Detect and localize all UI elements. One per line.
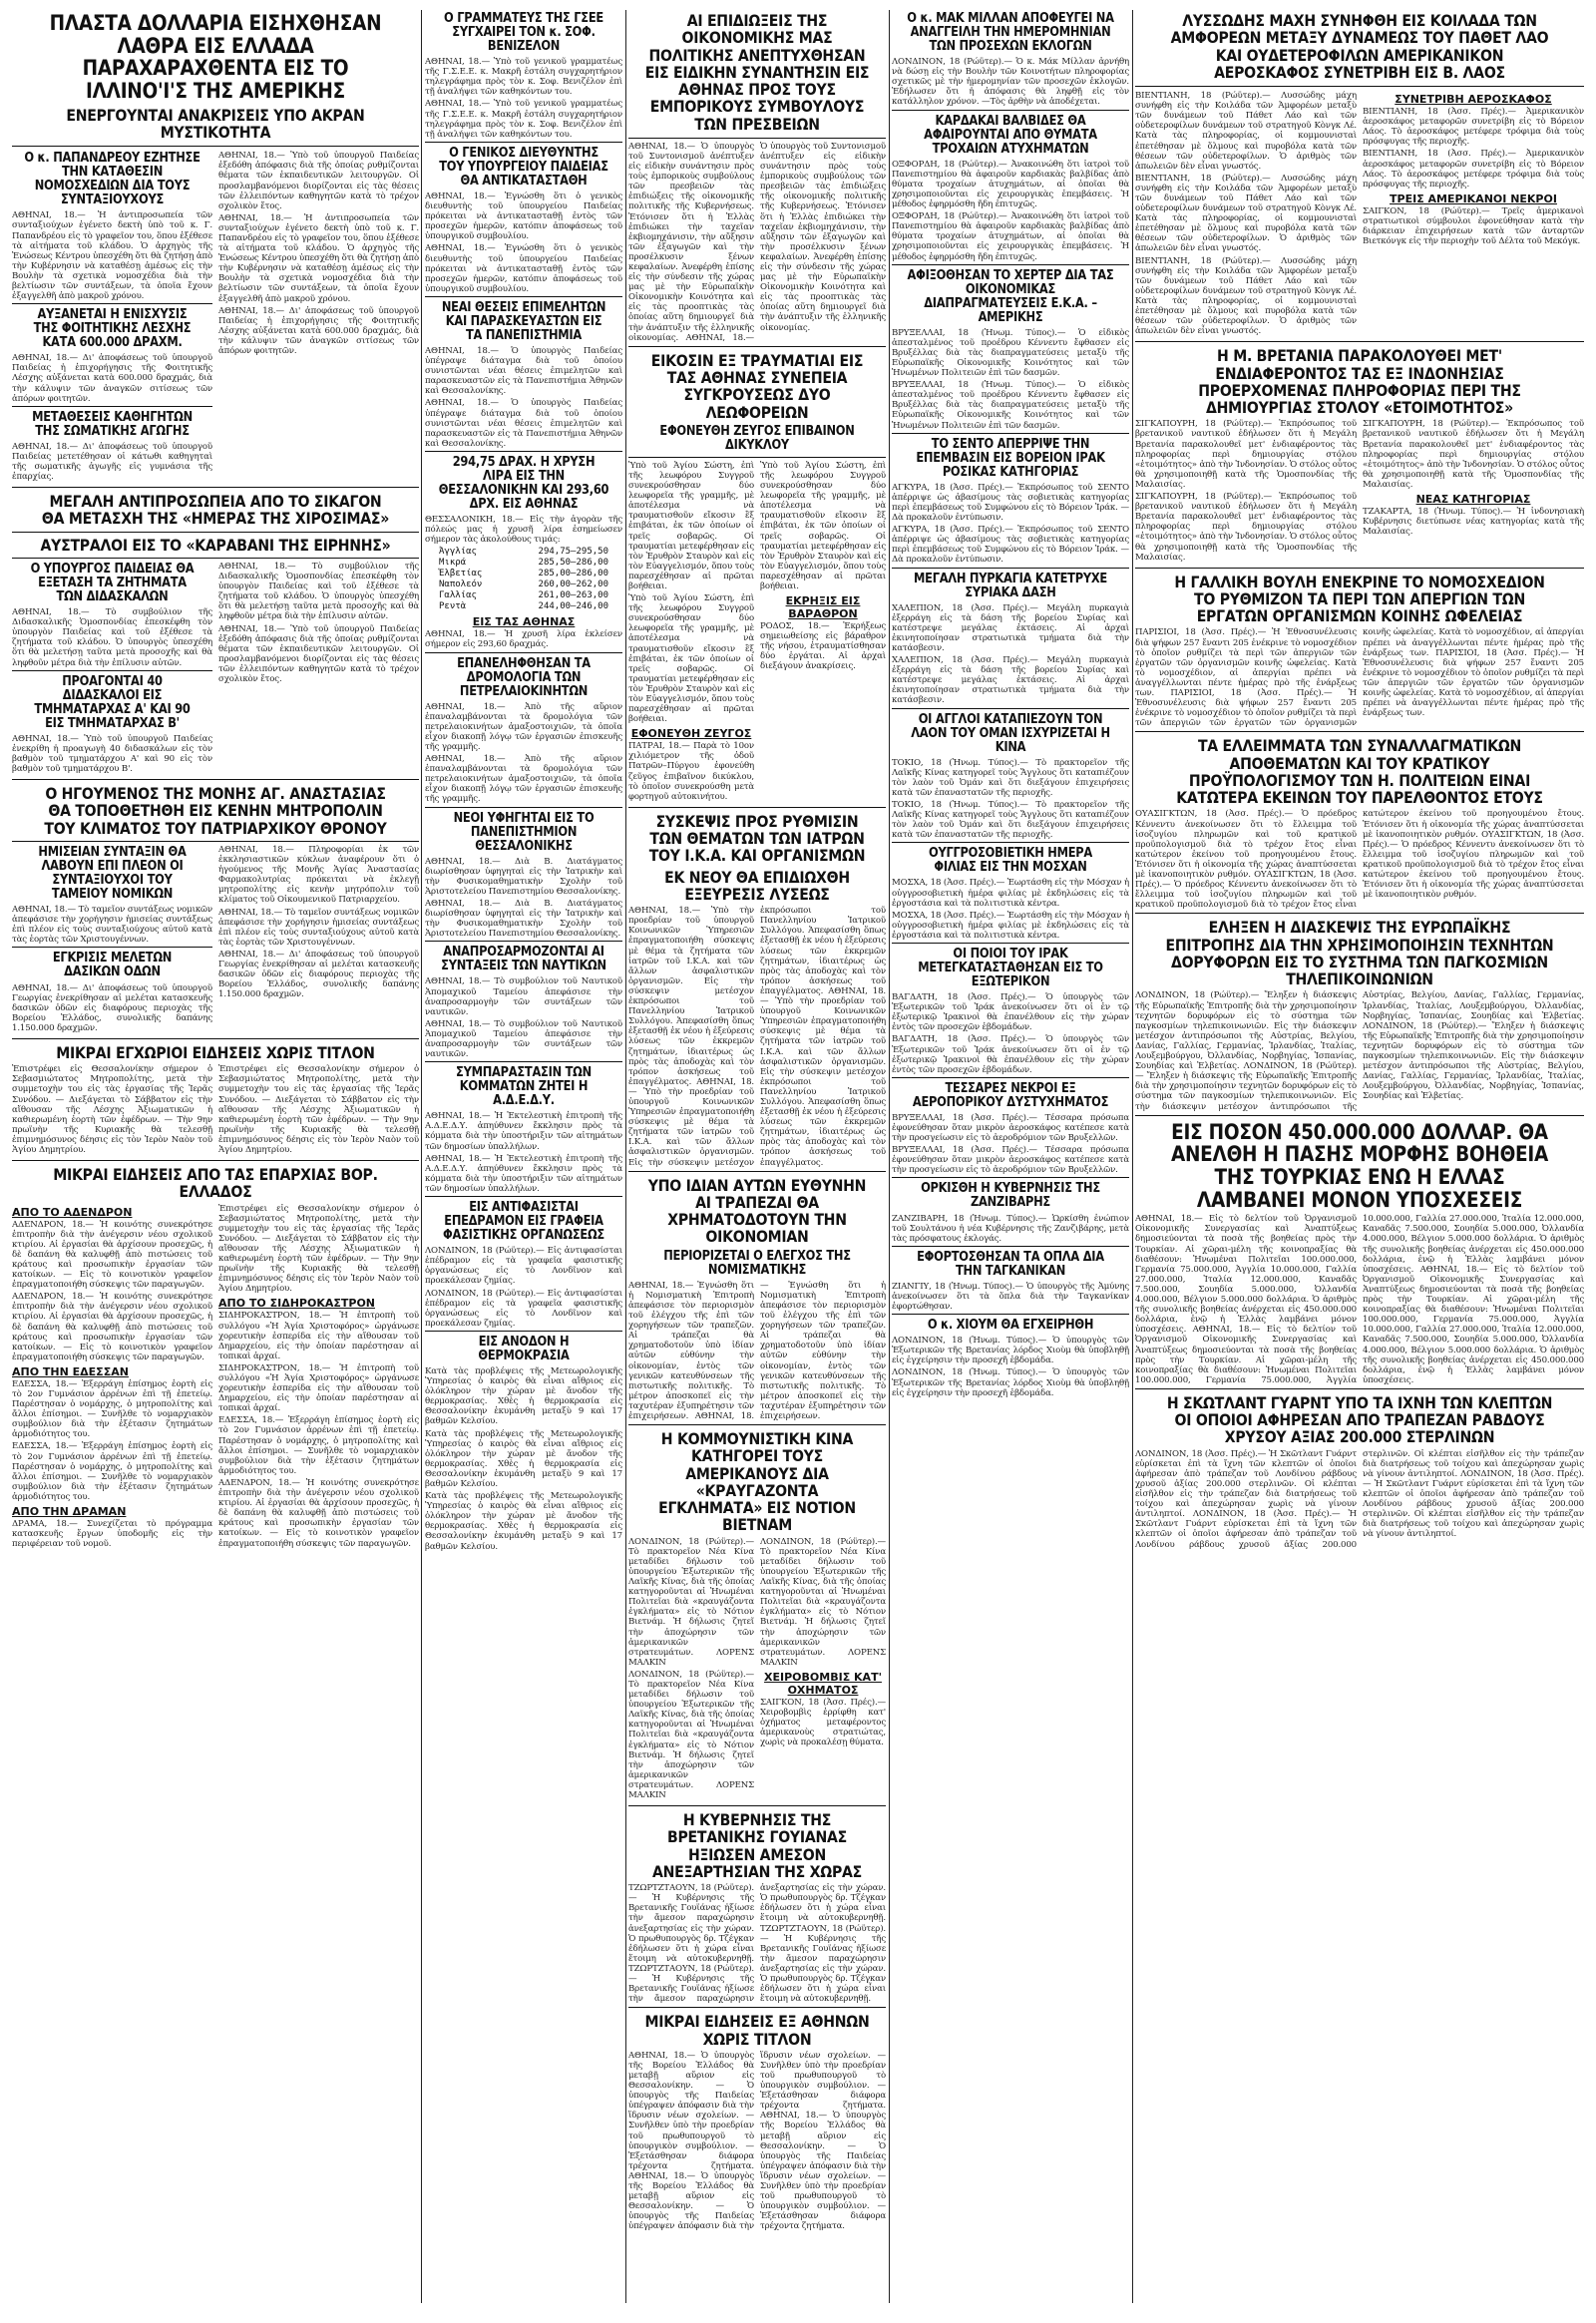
column-divider: [889, 10, 890, 2303]
coin-name: Μικρά: [439, 558, 467, 569]
article-body: ΑΘΗΝΑΙ, 18.— Διὰ Β. Διατάγματος διωρίσθησαν ὑφηγηταὶ εἰς τὴν Ἰατρικὴν καὶ τὴν Φυσικομαθηματικὴν Σχολὴν τοῦ Ἀριστοτελείου Πανεπιστημίου Θεσσαλονίκης.: [425, 856, 622, 897]
article-text: ΑΘΗΝΑΙ, 18.— Εἰς τὸ δελτίον τοῦ Ὀργανισμοῦ Οἰκονομικῆς Συνεργασίας καὶ Ἀναπτύξεως δημοσιεύονται τὰ ποσὰ τῆς βοηθείας πρὸς τὴν Τουρκίαν. Αἱ χῶραι-μέλη τῆς κοινοπραξίας θὰ διαθέσουν: Ἡνωμέναι Πολιτεῖαι 100.000.000, Γερμανία 75.000.000, Ἀγγλία 10.000.000, Γαλλία 27.000.000, Ἰταλία 12.000.000, Καναδᾶς 7.500.000, Σουηδία 5.000.000, Ὀλλανδία 4.000.000, Βέλγιον 5.000.000 δολλάρια. Ὁ ἀριθμὸς τῆς συνολικῆς βοηθείας ἀνέρχεται εἰς 450.000.000 δολλάρια, ἐνῷ ἡ Ἑλλὰς λαμβάνει μόνον ὑποσχέσεις.: [1363, 1264, 1584, 1385]
headline-teachers-issues: Ο ΥΠΟΥΡΓΟΣ ΠΑΙΔΕΙΑΣ ΘΑ ΕΞΕΤΑΣΗ ΤΑ ΖΗΤΗΜΑΤΑ ΤΩΝ ΔΙΔΑΣΚΑΛΩΝ: [30, 561, 195, 605]
kicker-sidirokastron: ΑΠΟ ΤΟ ΣΙΔΗΡΟΚΑΣΤΡΟΝ: [218, 1297, 375, 1311]
article-body: ΛΟΝΔΙΝΟΝ, 18 (Ρώϋτερ).— Τὸ πρακτορεῖον Νέα Κίνα μεταδίδει δήλωσιν τοῦ ὑπουργείου Ἐξωτερικῶν τῆς Λαϊκῆς Κίνας, διὰ τῆς ὁποίας κατηγοροῦνται αἱ Ἡνωμέναι Πολιτεῖαι διὰ «κραυγάζοντα ἐγκλήματα» εἰς τὸ Νότιον Βιετνάμ. Ἡ δήλωσις ζητεῖ τὴν ἀποχώρησιν τῶν ἀμερικανικῶν στρατευμάτων. ΛΟΡΕΝΣ ΜΑΛΚΙΝ: [760, 1536, 886, 1668]
kicker-adendron: ΑΠΟ ΤΟ ΑΔΕΝΔΡΟΝ: [12, 1205, 133, 1219]
headline-education-director: Ο ΓΕΝΙΚΟΣ ΔΙΕΥΘΥΝΤΗΣ ΤΟΥ ΥΠΟΥΡΓΕΙΟΥ ΠΑΙΔΕΙΑΣ ΘΑ ΑΝΤΙΚΑΤΑΣΤΑΘΗ: [439, 145, 608, 189]
gold-price-row: [439, 558, 608, 569]
article-body: ΣΙΔΗΡΟΚΑΣΤΡΟΝ, 18.— Ἡ ἐπιτροπὴ τοῦ συλλόγου «Ἡ Ἁγία Χριστοφόρος» ὠργάνωσε χορευτικὴν ἑσπερίδα εἰς τὴν αἴθουσαν τοῦ Δημαρχείου, εἰς τὴν ὁποίαν παρέστησαν αἱ τοπικαὶ ἀρχαί.: [218, 1362, 419, 1414]
article-text: ΤΖΩΡΤΖΤΑΟΥΝ, 18 (Ρώϋτερ).— Ἡ Κυβέρνησις τῆς Βρετανικῆς Γουϊάνας ἠξίωσε τὴν ἄμεσον παραχώρησιν ἀνεξαρτησίας εἰς τὴν χώραν. Ὁ πρωθυπουργὸς δρ. Τζέγκαν ἐδήλωσεν ὅτι ἡ χώρα εἶναι ἕτοιμη νὰ αὐτοκυβερνηθῇ.: [628, 1883, 754, 1964]
article-body: ΑΘΗΝΑΙ, 18.— Ἡ Ἐκτελεστικὴ ἐπιτροπὴ τῆς Α.Δ.Ε.Δ.Υ. ἀπηύθυνεν ἔκκλησιν πρὸς τὰ κόμματα διὰ τὴν ὑποστήριξιν τῶν αἰτημάτων τῶν δημοσίων ὑπαλλήλων.: [425, 1111, 622, 1152]
article-body: Κατὰ τὰς προβλέψεις τῆς Μετεωρολογικῆς Ὑπηρεσίας ὁ καιρὸς θὰ εἶναι αἴθριος εἰς ὁλόκληρον τὴν χώραν μὲ ἄνοδον τῆς θερμοκρασίας. Χθὲς ἡ θερμοκρασία εἰς Θεσσαλονίκην ἐκυμάνθη μεταξὺ 9 καὶ 17 βαθμῶν Κελσίου.: [425, 1428, 622, 1489]
headline-bus-collision: ΕΙΚΟΣΙΝ ΕΞ ΤΡΑΥΜΑΤΙΑΙ ΕΙΣ ΤΑΣ ΑΘΗΝΑΣ ΣΥΝΕΠΕΙΑ ΣΥΓΚΡΟΥΣΕΩΣ ΔΥΟ ΛΕΩΦΟΡΕΙΩΝ: [650, 350, 864, 422]
headline-forest-roads: ΕΓΚΡΙΣΙΣ ΜΕΛΕΤΩΝ ΔΑΣΙΚΩΝ ΟΔΩΝ: [52, 951, 173, 980]
column-1: [12, 10, 419, 2303]
article-body: ΑΔΕΝΔΡΟΝ, 18.— Ἡ κοινότης συνεκρότησε ἐπιτροπὴν διὰ τὴν ἀνέγερσιν νέου σχολικοῦ κτιρίου. Αἱ ἐργασίαι θὰ ἀρχίσουν προσεχῶς, ἡ δὲ δαπάνη θὰ καλυφθῇ ἀπὸ πιστώσεις τοῦ κράτους καὶ προσωπικὴν ἐργασίαν τῶν κατοίκων. — Εἰς τὸ κοινοτικὸν γραφεῖον ἐπραγματοποιήθη σύσκεψις τῶν παραγωγῶν.: [12, 1219, 212, 1291]
article-body: ΒΡΥΞΕΛΛΑΙ, 18 (Ἀσσ. Πρές).— Τέσσαρα πρόσωπα ἐφονεύθησαν ὅταν μικρὸν ἀεροσκάφος κατέπεσε κατὰ τὴν προσγείωσιν εἰς τὸ ἀεροδρόμιον τῶν Βρυξελλῶν.: [892, 1145, 1129, 1176]
article-text: ΠΑΡΙΣΙΟΙ, 18 (Ἀσσ. Πρές).— Ἡ Ἐθνοσυνέλευσις διὰ ψήφων 257 ἔναντι 205 ἐνέκρινε τὸ νομοσχέδιον τὸ ὁποῖον ρυθμίζει τὰ περὶ τῶν ἀπεργιῶν τῶν ἐργατῶν τῶν ὀργανισμῶν κοινῆς ὠφελείας. Κατὰ τὸ νομοσχέδιον, αἱ ἀπεργίαι πρέπει νὰ ἀναγγέλλωνται πέντε ἡμέρας πρὸ τῆς ἐνάρξεως των.: [1135, 627, 1357, 699]
article-text: ΑΘΗΝΑΙ, 18.— Ὑπὸ τὴν προεδρίαν τοῦ ὑπουργοῦ Κοινωνικῶν Ὑπηρεσιῶν ἐπραγματοποιήθη σύσκεψις μὲ θέμα τὰ ζητήματα τῶν ἰατρῶν τοῦ Ι.Κ.Α. καὶ τῶν ἄλλων ἀσφαλιστικῶν ὀργανισμῶν. Εἰς τὴν σύσκεψιν μετέσχον ἐκπρόσωποι τοῦ Πανελληνίου Ἰατρικοῦ Συλλόγου. Ἀπεφασίσθη ὅπως ἐξετασθῇ ἐκ νέου ἡ ἐξεύρεσις λύσεως τῶν ἐκκρεμῶν ζητημάτων, ἰδιαιτέρως ὡς πρὸς τὰς ἀποδοχὰς καὶ τὸν τρόπον ἀσκήσεως τοῦ ἐπαγγέλματος.: [760, 985, 886, 1168]
kicker-athens: ΕΙΣ ΤΑΣ ΑΘΗΝΑΣ: [472, 615, 576, 629]
coin-price: 285,00—286,00: [538, 569, 608, 580]
headline-zanzibar: ΟΡΚΙΣΘΗ Η ΚΥΒΕΡΝΗΣΙΣ ΤΗΣ ΖΑΝΖΙΒΑΡΗΣ: [921, 1181, 1100, 1211]
article-body: ΛΟΝΔΙΝΟΝ, 18 (Ρώϋτερ).— Εἰς ἀντιφασίσται ἐπέδραμον εἰς τὰ γραφεῖα φασιστικῆς ὀργανώσεως εἰς τὸ Λονδῖνον καὶ προεκάλεσαν ζημίας.: [425, 1246, 622, 1287]
kicker-edessa: ΑΠΟ ΤΗΝ ΕΔΕΣΣΑΝ: [12, 1364, 129, 1378]
article-text: ΑΘΗΝΑΙ, 18.— Ὁ ὑπουργὸς τῆς Βορείου Ἑλλάδος θὰ μεταβῇ αὔριον εἰς Θεσσαλονίκην. — Ὁ ὑπουργὸς τῆς Παιδείας ὑπέγραψεν ἀπόφασιν διὰ τὴν ἵδρυσιν νέων σχολείων. — Συνῆλθεν ὑπὸ τὴν προεδρίαν τοῦ πρωθυπουργοῦ τὸ ὑπουργικὸν συμβούλιον. — Ἐξετάσθησαν διάφορα τρέχοντα ζητήματα.: [628, 2050, 886, 2232]
headline-indonesia-fleet: Η Μ. ΒΡΕΤΑΝΙΑ ΠΑΡΑΚΟΛΟΥΘΕΙ ΜΕΤ' ΕΝΔΙΑΦΕΡΟΝΤΟΣ ΤΑΣ ΕΞ ΙΝΔΟΝΗΣΙΑΣ ΠΡΟΕΡΧΟΜΕΝΑΣ ΠΛΗΡΟΦΟΡΙΑΣ ΠΕΡΙ ΤΗΣ ΔΗΜΙΟΥΡΓΙΑΣ ΣΤΟΛΟΥ «ΕΤΟΙΜΟΤΗΤΟΣ»: [1198, 346, 1521, 418]
article-body: ΑΘΗΝΑΙ, 18.— Ἀπὸ τῆς αὔριον ἐπαναλαμβάνονται τὰ δρομολόγια τῶν πετρελαιοκινήτων ἁμαξοστοιχιῶν, τὰ ὁποῖα εἶχον διακοπῇ λόγῳ τῶν ἐργασιῶν ἐπισκευῆς τῆς γραμμῆς.: [425, 754, 622, 805]
headline-us-deficits: ΤΑ ΕΛΛΕΙΜΜΑΤΑ ΤΩΝ ΣΥΝΑΛΛΑΓΜΑΤΙΚΩΝ ΑΠΟΘΕΜΑΤΩΝ ΚΑΙ ΤΟΥ ΚΡΑΤΙΚΟΥ ΠΡΟΫΠΟΛΟΓΙΣΜΟΥ ΤΩΝ Η. ΠΟΛΙΤΕΙΩΝ ΕΙΝΑΙ ΚΑΤΩΤΕΡΑ ΕΚΕΙΝΩΝ ΤΟΥ ΠΑΡΕΛΘΟΝΤΟΣ ΕΤΟΥΣ: [1176, 736, 1543, 808]
headline-macmillan: Ο κ. ΜΑΚ ΜΙΛΛΑΝ ΑΠΟΦΕΥΓΕΙ ΝΑ ΑΝΑΓΓΕΙΛΗ ΤΗΝ ΗΜΕΡΟΜΗΝΙΑΝ ΤΩΝ ΠΡΟΣΕΧΩΝ ΕΚΛΟΓΩΝ: [907, 11, 1114, 55]
article-text: ΤΖΩΡΤΖΤΑΟΥΝ, 18 (Ρώϋτερ).— Ἡ Κυβέρνησις τῆς Βρετανικῆς Γουϊάνας ἠξίωσε τὴν ἄμεσον παραχώρησιν ἀνεξαρτησίας εἰς τὴν χώραν. Ὁ πρωθυπουργὸς δρ. Τζέγκαν ἐδήλωσεν ὅτι ἡ χώρα εἶναι ἕτοιμη νὰ αὐτοκυβερνηθῇ.: [760, 1923, 886, 2005]
article-body: ΑΓΚΥΡΑ, 18 (Ἀσσ. Πρές).— Ἐκπρόσωπος τοῦ ΣΕΝΤΟ ἀπέρριψε ὡς ἀβασίμους τὰς σοβιετικὰς κατηγορίας περὶ ἐπεμβάσεως τοῦ Συμφώνου εἰς τὸ Βόρειον Ἰράκ. —Δὰ προκαλοῦν ἐντύπωσιν.: [892, 482, 1129, 524]
article-text: ΑΘΗΝΑΙ, 18.— Ἐγνώσθη ὅτι ἡ Νομισματικὴ Ἐπιτροπὴ ἀπεφάσισε τὸν περιορισμὸν τοῦ ἐλέγχου τῆς ἐπὶ τῶν χορηγήσεων τῶν τραπεζῶν. Αἱ τράπεζαι θὰ χρηματοδοτοῦν ὑπὸ ἰδίαν αὐτῶν εὐθύνην τὴν οἰκονομίαν, ἐντὸς τῶν γενικῶν κατευθύνσεων τῆς πιστωτικῆς πολιτικῆς. Τὸ μέτρον ἀποσκοπεῖ εἰς τὴν ταχυτέραν ἐξυπηρέτησιν τῶν ἐπιχειρήσεων.: [628, 1280, 754, 1421]
article-text: ΛΟΝΔΙΝΟΝ, 18 (Ἀσσ. Πρές).— Ἡ Σκῶτλαντ Γυάρντ εὑρίσκεται ἐπὶ τὰ ἴχνη τῶν κλεπτῶν οἱ ὁποῖοι ἀφήρεσαν ἀπὸ τράπεζαν τοῦ Λονδίνου ράβδους χρυσοῦ ἀξίας 200.000 στερλινῶν. Οἱ κλέπται εἰσῆλθον εἰς τὴν τράπεζαν διὰ διατρήσεως τοῦ τοίχου καὶ ἀπεχώρησαν χωρὶς νὰ γίνουν ἀντιληπτοί.: [1363, 1468, 1584, 1540]
article-body: ΣΙΓΚΑΠΟΥΡΗ, 18 (Ρώϋτερ).— Ἐκπρόσωπος τοῦ βρετανικοῦ ναυτικοῦ ἐδήλωσεν ὅτι ἡ Μεγάλη Βρετανία παρακολουθεῖ μετ' ἐνδιαφέροντος τὰς πληροφορίας περὶ δημιουργίας στόλου «ἑτοιμότητος» ἀπὸ τὴν Ἰνδονησίαν. Ὁ στόλος οὗτος θὰ χρησιμοποιηθῇ κατὰ τῆς Ὁμοσπονδίας τῆς Μαλαισίας.: [1363, 419, 1584, 490]
column-3: [628, 10, 886, 2303]
article-body: ΑΘΗΝΑΙ, 18.— Τὸ συμβούλιον τῆς Διδασκαλικῆς Ὁμοσπονδίας ἐπεσκέφθη τὸν ὑπουργὸν Παιδείας καὶ τοῦ ἐξέθεσε τὰ ζητήματα τοῦ κλάδου. Ὁ ὑπουργὸς ὑπεσχέθη ὅτι θὰ μελετήσῃ ταῦτα μετὰ προσοχῆς καὶ θὰ ληφθοῦν μέτρα διὰ τὴν ἐπίλυσιν αὐτῶν.: [218, 561, 419, 622]
headline-china-vietnam: Η ΚΟΜΜΟΥΝΙΣΤΙΚΗ ΚΙΝΑ ΚΑΤΗΓΟΡΕΙ ΤΟΥΣ ΑΜΕΡΙΚΑΝΟΥΣ ΔΙΑ «ΚΡΑΥΓΑΖΟΝΤΑ ΕΓΚΛΗΜΑΤΑ» ΕΙΣ ΝΟΤΙΟΝ ΒΙΕΤΝΑΜ: [658, 1429, 856, 1535]
article-body: ΛΟΝΔΙΝΟΝ, 18 (Ρώϋτερ).— Τὸ πρακτορεῖον Νέα Κίνα μεταδίδει δήλωσιν τοῦ ὑπουργείου Ἐξωτερικῶν τῆς Λαϊκῆς Κίνας, διὰ τῆς ὁποίας κατηγοροῦνται αἱ Ἡνωμέναι Πολιτεῖαι διὰ «κραυγάζοντα ἐγκλήματα» εἰς τὸ Νότιον Βιετνάμ. Ἡ δήλωσις ζητεῖ τὴν ἀποχώρησιν τῶν ἀμερικανικῶν στρατευμάτων. ΛΟΡΕΝΣ ΜΑΛΚΙΝ: [628, 1536, 754, 1668]
article-body: ΒΡΥΞΕΛΛΑΙ, 18 (Ἡνωμ. Τύπος).— Ὁ εἰδικὸς ἀπεσταλμένος τοῦ προέδρου Κέννεντυ ἔφθασεν εἰς Βρυξέλλας διὰ τὰς διαπραγματεύσεις μεταξὺ τῆς Εὐρωπαϊκῆς Οἰκονομικῆς Κοινότητος καὶ τῶν Ἡνωμένων Πολιτειῶν ἐπὶ τῶν δασμῶν.: [892, 380, 1129, 431]
article-body: ΑΘΗΝΑΙ, 18.— Τὸ συμβούλιον τῆς Διδασκαλικῆς Ὁμοσπονδίας ἐπεσκέφθη τὸν ὑπουργὸν Παιδείας καὶ τοῦ ἐξέθεσε τὰ ζητήματα τοῦ κλάδου. Ὁ ὑπουργὸς ὑπεσχέθη ὅτι θὰ μελετήσῃ ταῦτα μετὰ προσοχῆς καὶ θὰ ληφθοῦν μέτρα διὰ τὴν ἐπίλυσιν αὐτῶν.: [12, 607, 212, 668]
headline-herter: ΑΦΙΞΟΘΗΣΑΝ ΤΟ ΧΕΡΤΕΡ ΔΙΑ ΤΑΣ ΟΙΚΟΝΟΜΙΚΑΣ ΔΙΑΠΡΑΓΜΑΤΕΥΣΕΙΣ Ε.Κ.Α. – ΑΜΕΡΙΚΗΣ: [907, 267, 1114, 325]
headline-temperature: ΕΙΣ ΑΝΟΔΟΝ Η ΘΕΡΜΟΚΡΑΣΙΑ: [478, 1334, 570, 1363]
article-body: ΣΙΔΗΡΟΚΑΣΤΡΟΝ, 18.— Ἡ ἐπιτροπὴ τοῦ συλλόγου «Ἡ Ἁγία Χριστοφόρος» ὠργάνωσε χορευτικὴν ἑσπερίδα εἰς τὴν αἴθουσαν τοῦ Δημαρχείου, εἰς τὴν ὁποίαν παρέστησαν αἱ τοπικαὶ ἀρχαί.: [218, 1311, 419, 1361]
article-text: ΤΖΩΡΤΖΤΑΟΥΝ, 18 (Ρώϋτερ).— Ἡ Κυβέρνησις τῆς Βρετανικῆς Γουϊάνας ἠξίωσε τὴν ἄμεσον παραχώρησιν ἀνεξαρτησίας εἰς τὴν χώραν. Ὁ πρωθυπουργὸς δρ. Τζέγκαν ἐδήλωσεν ὅτι ἡ χώρα εἶναι ἕτοιμη νὰ αὐτοκυβερνηθῇ.: [628, 1883, 886, 2005]
article-body: ΒΙΕΝΤΙΑΝΗ, 18 (Ρώϋτερ).— Λυσσώδης μάχη συνήφθη εἰς τὴν Κοιλάδα τῶν Ἀμφορέων μεταξὺ τῶν δυνάμεων τοῦ Πάθετ Λάο καὶ τῶν οὐδετεροφίλων δυνάμεων τοῦ στρατηγοῦ Κὸνγκ Λέ. Κατὰ τὰς πληροφορίας, οἱ κομμουνισταὶ ἐπετέθησαν μὲ ὅλμους καὶ πυροβόλα κατὰ τῶν θέσεων τῶν οὐδετεροφίλων. Ὁ ἀριθμὸς τῶν ἀπωλειῶν δὲν εἶναι γνωστός.: [1135, 255, 1357, 337]
article-body: [628, 2051, 886, 2232]
headline-oman-china: ΟΙ ΑΓΓΛΟΙ ΚΑΤΑΠΙΕΖΟΥΝ ΤΟΝ ΛΑΟΝ ΤΟΥ ΟΜΑΝ ΙΣΧΥΡΙΖΕΤΑΙ Η ΚΙΝΑ: [911, 711, 1110, 755]
article-body: Κατὰ τὰς προβλέψεις τῆς Μετεωρολογικῆς Ὑπηρεσίας ὁ καιρὸς θὰ εἶναι αἴθριος εἰς ὁλόκληρον τὴν χώραν μὲ ἄνοδον τῆς θερμοκρασίας. Χθὲς ἡ θερμοκρασία εἰς Θεσσαλονίκην ἐκυμάνθη μεταξὺ 9 καὶ 17 βαθμῶν Κελσίου.: [425, 1365, 622, 1427]
article-body: ΑΘΗΝΑΙ, 18.— Ἐγνώσθη ὅτι ὁ γενικὸς διευθυντὴς τοῦ ὑπουργείου Παιδείας πρόκειται νὰ ἀντικατασταθῇ ἐντὸς τῶν προσεχῶν ἡμερῶν, κατόπιν ἀποφάσεως τοῦ ὑπουργικοῦ συμβουλίου.: [425, 191, 622, 242]
article-body: ΑΘΗΝΑΙ, 18.— Ἡ ἀντιπροσωπεία τῶν συνταξιούχων ἐγένετο δεκτὴ ὑπὸ τοῦ κ. Γ. Παπανδρέου εἰς τὸ γραφεῖον του, ὅπου ἐξέθεσε τὰ αἰτήματα τοῦ κλάδου. Ὁ ἀρχηγὸς τῆς Ἑνώσεως Κέντρου ὑπεσχέθη ὅτι θὰ ζητήσῃ ἀπὸ τὴν Κυβέρνησιν νὰ καταθέσῃ ἀμέσως εἰς τὴν Βουλὴν τὰ σχετικὰ νομοσχέδια διὰ τὴν βελτίωσιν τῶν συντάξεων, τὰ ὁποῖα ἔχουν ἐξαγγελθῆ ἀπὸ μακροῦ χρόνου.: [218, 212, 419, 304]
article-body: ΑΘΗΝΑΙ, 18.— Δι' ἀποφάσεως τοῦ ὑπουργοῦ Παιδείας ἡ ἐπιχορήγησις τῆς Φοιτητικῆς Λέσχης αὐξάνεται κατὰ 600.000 δραχμάς, διὰ τὴν κάλυψιν τῶν ἀναγκῶν σιτίσεως τῶν ἀπόρων φοιτητῶν.: [218, 305, 419, 356]
article-text: ΑΘΗΝΑΙ, 18.— Εἰς τὸ δελτίον τοῦ Ὀργανισμοῦ Οἰκονομικῆς Συνεργασίας καὶ Ἀναπτύξεως δημοσιεύονται τὰ ποσὰ τῆς βοηθείας πρὸς τὴν Τουρκίαν. Αἱ χῶραι-μέλη τῆς κοινοπραξίας θὰ διαθέσουν: Ἡνωμέναι Πολιτεῖαι 100.000.000, Γερμανία 75.000.000, Ἀγγλία 10.000.000, Γαλλία 27.000.000, Ἰταλία 12.000.000, Καναδᾶς 7.500.000, Σουηδία 5.000.000, Ὀλλανδία 4.000.000, Βέλγιον 5.000.000 δολλάρια. Ὁ ἀριθμὸς τῆς συνολικῆς βοηθείας ἀνέρχεται εἰς 450.000.000 δολλάρια, ἐνῷ ἡ Ἑλλὰς λαμβάνει μόνον ὑποσχέσεις.: [1135, 1214, 1584, 1385]
article-body: Ἐπιστρέφει εἰς Θεσσαλονίκην σήμερον ὁ Σεβασμιώτατος Μητροπολίτης, μετὰ τὴν συμμετοχὴν του εἰς τὰς ἐργασίας τῆς Ἱερᾶς Συνόδου. — Διεξάγεται τὸ Σάββατον εἰς τὴν αἴθουσαν τῆς Λέσχης Ἀξιωματικῶν ἡ καθιερωμένη ἑορτὴ τῶν ἐφέδρων. — Τὴν 9ην πρωϊνὴν τῆς Κυριακῆς θὰ τελεσθῇ ἐπιμνημόσυνος δέησις εἰς τὸν Ἱερὸν Ναὸν τοῦ Ἁγίου Δημητρίου.: [218, 1064, 419, 1155]
article-body: ΑΓΚΥΡΑ, 18 (Ἀσσ. Πρές).— Ἐκπρόσωπος τοῦ ΣΕΝΤΟ ἀπέρριψε ὡς ἀβασίμους τὰς σοβιετικὰς κατηγορίας περὶ ἐπεμβάσεως τοῦ Συμφώνου εἰς τὸ Βόρειον Ἰράκ. —Δὰ προκαλοῦν ἐντύπωσιν.: [892, 525, 1129, 566]
headline-economic-policy: ΑΙ ΕΠΙΔΙΩΞΕΙΣ ΤΗΣ ΟΙΚΟΝΟΜΙΚΗΣ ΜΑΣ ΠΟΛΙΤΙΚΗΣ ΑΝΕΠΤΥΧΘΗΣΑΝ ΕΙΣ ΕΙΔΙΚΗΝ ΣΥΝΑΝΤΗΣΙΝ ΕΙΣ ΑΘΗΝΑΣ ΠΡΟΣ ΤΟΥΣ ΕΜΠΟΡΙΚΟΥΣ ΣΥΜΒΟΥΛΟΥΣ ΤΩΝ ΠΡΕΣΒΕΙΩΝ: [644, 11, 870, 134]
headline-local-news: ΜΙΚΡΑΙ ΕΓΧΩΡΙΟΙ ΕΙΔΗΣΕΙΣ ΧΩΡΙΣ ΤΙΤΛΟΝ: [56, 1042, 375, 1062]
article-body: ΑΘΗΝΑΙ, 18.— Δι' ἀποφάσεως τοῦ ὑπουργοῦ Γεωργίας ἐνεκρίθησαν αἱ μελέται κατασκευῆς δασικῶν ὁδῶν εἰς διαφόρους περιοχὰς τῆς Βορείου Ἑλλάδος, συνολικῆς δαπάνης 1.150.000 δραχμῶν.: [218, 949, 419, 1000]
headline-athens-news: ΜΙΚΡΑΙ ΕΙΔΗΣΕΙΣ ΕΞ ΑΘΗΝΩΝ ΧΩΡΙΣ ΤΙΤΛΟΝ: [644, 2012, 870, 2049]
gold-price-table: [439, 547, 608, 612]
coin-name: Ἑλβετίας: [439, 569, 483, 580]
kicker-new-charges: ΝΕΑΣ ΚΑΤΗΓΟΡΙΑΣ: [1415, 493, 1531, 507]
headline-adedy: ΣΥΜΠΑΡΑΣΤΑΣΙΝ ΤΩΝ ΚΟΜΜΑΤΩΝ ΖΗΤΕΙ Η Α.Δ.Ε.Δ.Υ.: [456, 1065, 592, 1109]
headline-university-posts: ΝΕΑΙ ΘΕΣΕΙΣ ΕΠΙΜΕΛΗΤΩΝ ΚΑΙ ΠΑΡΑΣΚΕΥΑΣΤΩΝ ΕΙΣ ΤΑ ΠΑΝΕΠΙΣΤΗΜΙΑ: [441, 299, 606, 343]
headline-counterfeit-dollars: ΠΛΑΣΤΑ ΔΟΛΛΑΡΙΑ ΕΙΣΗΧΘΗΣΑΝ ΛΑΘΡΑ ΕΙΣ ΕΛΛΑΔΑ ΠΑΡΑΧΑΡΑΧΘΕΝΤΑ ΕΙΣ ΤΟ ΙΛΛΙΝΟ'Ι'Σ ΤΗΣ ΑΜΕΡΙΚΗΣ: [49, 11, 382, 104]
article-body: ΣΙΓΚΑΠΟΥΡΗ, 18 (Ρώϋτερ).— Ἐκπρόσωπος τοῦ βρετανικοῦ ναυτικοῦ ἐδήλωσεν ὅτι ἡ Μεγάλη Βρετανία παρακολουθεῖ μετ' ἐνδιαφέροντος τὰς πληροφορίας περὶ δημιουργίας στόλου «ἑτοιμότητος» ἀπὸ τὴν Ἰνδονησίαν. Ὁ στόλος οὗτος θὰ χρησιμοποιηθῇ κατὰ τῆς Ὁμοσπονδίας τῆς Μαλαισίας.: [1135, 419, 1357, 490]
article-body: ΟΞΦΟΡΔΗ, 18 (Ρώϋτερ).— Ἀνακοινώθη ὅτι ἰατροὶ τοῦ Πανεπιστημίου θὰ ἀφαιροῦν καρδιακὰς βαλβίδας ἀπὸ θύματα τροχαίων ἀτυχημάτων, αἱ ὁποῖαι θὰ χρησιμοποιοῦνται εἰς χειρουργικὰς ἐπεμβάσεις. Ἡ μέθοδος ἐφηρμόσθη ἤδη ἐπιτυχῶς.: [892, 159, 1129, 210]
article-body: Κατὰ τὰς προβλέψεις τῆς Μετεωρολογικῆς Ὑπηρεσίας ὁ καιρὸς θὰ εἶναι αἴθριος εἰς ὁλόκληρον τὴν χώραν μὲ ἄνοδον τῆς θερμοκρασίας. Χθὲς ἡ θερμοκρασία εἰς Θεσσαλονίκην ἐκυμάνθη μεταξὺ 9 καὶ 17 βαθμῶν Κελσίου.: [425, 1491, 622, 1552]
article-body: ΑΘΗΝΑΙ, 18.— Ὑπὸ τοῦ ὑπουργοῦ Παιδείας ἐξεδόθη ἀπόφασις διὰ τῆς ὁποίας ρυθμίζονται θέματα τῶν ἐκπαιδευτικῶν λειτουργῶν. Οἱ προσλαμβανόμενοι διορίζονται εἰς τὰς θέσεις τῶν ἐλλειπόντων καθηγητῶν κατὰ τὸ τρέχον σχολικὸν ἔτος.: [218, 623, 419, 685]
article-text: ΟΥΑΣΙΓΚΤΩΝ, 18 (Ἀσσ. Πρές).— Ὁ πρόεδρος Κέννεντυ ἀνεκοίνωσεν ὅτι τὸ ἔλλειμμα τοῦ ἰσοζυγίου πληρωμῶν καὶ τοῦ κρατικοῦ προϋπολογισμοῦ διὰ τὸ τρέχον ἔτος εἶναι κατώτερον ἐκείνου τοῦ προηγουμένου ἔτους. Ἐτόνισεν ὅτι ἡ οἰκονομία τῆς χώρας ἀναπτύσσεται μὲ ἱκανοποιητικὸν ρυθμόν.: [1135, 809, 1584, 911]
headline-cento-iraq: ΤΟ ΣΕΝΤΟ ΑΠΕΡΡΙΨΕ ΤΗΝ ΕΠΕΜΒΑΣΙΝ ΕΙΣ ΒΟΡΕΙΟΝ ΙΡΑΚ ΡΟΣΙΚΑΣ ΚΑΤΗΓΟΡΙΑΣ: [916, 436, 1105, 480]
article-text: ΟΥΑΣΙΓΚΤΩΝ, 18 (Ἀσσ. Πρές).— Ὁ πρόεδρος Κέννεντυ ἀνεκοίνωσεν ὅτι τὸ ἔλλειμμα τοῦ ἰσοζυγίου πληρωμῶν καὶ τοῦ κρατικοῦ προϋπολογισμοῦ διὰ τὸ τρέχον ἔτος εἶναι κατώτερον ἐκείνου τοῦ προηγουμένου ἔτους. Ἐτόνισεν ὅτι ἡ οἰκονομία τῆς χώρας ἀναπτύσσεται μὲ ἱκανοποιητικὸν ρυθμόν.: [1363, 829, 1584, 901]
article-body: Ἐπιστρέφει εἰς Θεσσαλονίκην σήμερον ὁ Σεβασμιώτατος Μητροπολίτης, μετὰ τὴν συμμετοχὴν του εἰς τὰς ἐργασίας τῆς Ἱερᾶς Συνόδου. — Διεξάγεται τὸ Σάββατον εἰς τὴν αἴθουσαν τῆς Λέσχης Ἀξιωματικῶν ἡ καθιερωμένη ἑορτὴ τῶν ἐφέδρων. — Τὴν 9ην πρωϊνὴν τῆς Κυριακῆς θὰ τελεσθῇ ἐπιμνημόσυνος δέησις εἰς τὸν Ἱερὸν Ναὸν τοῦ Ἁγίου Δημητρίου.: [218, 1203, 419, 1295]
article-body: ΣΙΓΚΑΠΟΥΡΗ, 18 (Ρώϋτερ).— Ἐκπρόσωπος τοῦ βρετανικοῦ ναυτικοῦ ἐδήλωσεν ὅτι ἡ Μεγάλη Βρετανία παρακολουθεῖ μετ' ἐνδιαφέροντος τὰς πληροφορίας περὶ δημιουργίας στόλου «ἑτοιμότητος» ἀπὸ τὴν Ἰνδονησίαν. Ὁ στόλος οὗτος θὰ χρησιμοποιηθῇ κατὰ τῆς Ὁμοσπονδίας τῆς Μαλαισίας.: [1135, 492, 1357, 563]
kicker-explosion: ΕΚΡΗΞΙΣ ΕΙΣ ΒΑΡΑΘΡΟΝ: [785, 594, 861, 621]
headline-diesel-trains: ΕΠΑΝΕΛΗΦΘΗΣΑΝ ΤΑ ΔΡΟΜΟΛΟΓΙΑ ΤΩΝ ΠΕΤΡΕΛΑΙΟΚΙΝΗΤΩΝ: [457, 655, 591, 699]
article-text: ΛΟΝΔΙΝΟΝ, 18 (Ἀσσ. Πρές).— Ἡ Σκῶτλαντ Γυάρντ εὑρίσκεται ἐπὶ τὰ ἴχνη τῶν κλεπτῶν οἱ ὁποῖοι ἀφήρεσαν ἀπὸ τράπεζαν τοῦ Λονδίνου ράβδους χρυσοῦ ἀξίας 200.000 στερλινῶν. Οἱ κλέπται εἰσῆλθον εἰς τὴν τράπεζαν διὰ διατρήσεως τοῦ τοίχου καὶ ἀπεχώρησαν χωρὶς νὰ γίνουν ἀντιληπτοί.: [1135, 1448, 1584, 1550]
article-body: ΑΘΗΝΑΙ, 18.— Ὑπὸ τοῦ γενικοῦ γραμματέως τῆς Γ.Σ.Ε.Ε. κ. Μακρῆ ἐστάλη συγχαρητήριον τηλεγράφημα πρὸς τὸν κ. Σοφ. Βενιζέλον ἐπὶ τῇ ἀναλήψει τῶν καθηκόντων του.: [425, 99, 622, 140]
headline-banks-financing: ΥΠΟ ΙΔΙΑΝ ΑΥΤΩΝ ΕΥΘΥΝΗΝ ΑΙ ΤΡΑΠΕΖΑΙ ΘΑ ΧΡΗΜΑΤΟΔΟΤΟΥΝ ΤΗΝ ΟΙΚΟΝΟΜΙΑΝ: [647, 1175, 867, 1247]
headline-satellites: ΕΛΗΞΕΝ Η ΔΙΑΣΚΕΨΙΣ ΤΗΣ ΕΥΡΩΠΑΪΚΗΣ ΕΠΙΤΡΟΠΗΣ ΔΙΑ ΤΗΝ ΧΡΗΣΙΜΟΠΟΙΗΣΙΝ ΤΕΧΝΗΤΩΝ ΔΟΡΥΦΟΡΩΝ ΕΙΣ ΤΟ ΣΥΣΤΗΜΑ ΤΩΝ ΠΑΓΚΟΣΜΙΩΝ ΤΗΛΕΠΙΚΟΙΝΩΝΙΩΝ: [1165, 918, 1554, 989]
article-body: ΖΑΝΖΙΒΑΡΗ, 18 (Ἡνωμ. Τύπος).— Ὡρκίσθη ἐνώπιον τοῦ Σουλτάνου ἡ νέα Κυβέρνησις τῆς Ζανζιβάρης, μετὰ τὰς πρόσφατους ἐκλογάς.: [892, 1213, 1129, 1244]
article-body: [628, 142, 886, 343]
article-body: Ἐπιστρέφει εἰς Θεσσαλονίκην σήμερον ὁ Σεβασμιώτατος Μητροπολίτης, μετὰ τὴν συμμετοχὴν του εἰς τὰς ἐργασίας τῆς Ἱερᾶς Συνόδου. — Διεξάγεται τὸ Σάββατον εἰς τὴν αἴθουσαν τῆς Λέσχης Ἀξιωματικῶν ἡ καθιερωμένη ἑορτὴ τῶν ἐφέδρων. — Τὴν 9ην πρωϊνὴν τῆς Κυριακῆς θὰ τελεσθῇ ἐπιμνημόσυνος δέησις εἰς τὸν Ἱερὸν Ναὸν τοῦ Ἁγίου Δημητρίου.: [12, 1064, 212, 1155]
column-2: [425, 10, 622, 2303]
article-body: [628, 1281, 886, 1421]
headline-gold-pound: 294,75 ΔΡΑΧ. Η ΧΡΥΣΗ ΛΙΡΑ ΕΙΣ ΤΗΝ ΘΕΣΣΑΛΟΝΙΚΗΝ ΚΑΙ 293,60 ΔΡΧ. ΕΙΣ ΑΘΗΝΑΣ: [438, 454, 609, 512]
article-text: ΛΟΝΔΙΝΟΝ, 18 (Ρώϋτερ).— Ἔληξεν ἡ διάσκεψις τῆς Εὐρωπαϊκῆς Ἐπιτροπῆς διὰ τὴν χρησιμοποίησιν τεχνητῶν δορυφόρων εἰς τὸ σύστημα τῶν παγκοσμίων τηλεπικοινωνιῶν. Εἰς τὴν διάσκεψιν μετέσχον ἀντιπρόσωποι τῆς Αὐστρίας, Βελγίου, Δανίας, Γαλλίας, Γερμανίας, Ἰρλανδίας, Ἰταλίας, Λουξεμβούργου, Ὀλλανδίας, Νορβηγίας, Ἱσπανίας, Σουηδίας καὶ Ἑλβετίας.: [1363, 1020, 1584, 1102]
column-4: [892, 10, 1129, 2303]
coin-price: 261,00—263,00: [538, 590, 608, 601]
article-body: Ὑπὸ τοῦ Ἀγίου Σώστη, ἐπὶ τῆς λεωφόρου Συγγροῦ συνεκρούσθησαν δύο λεωφορεῖα τῆς γραμμῆς, μὲ ἀποτέλεσμα νὰ τραυματισθοῦν εἴκοσιν ἓξ ἐπιβάται, ἐκ τῶν ὁποίων οἱ τρεῖς σοβαρῶς. Οἱ τραυματίαι μετεφέρθησαν εἰς τὸν Ἐρυθρὸν Σταυρὸν καὶ εἰς τὸν Εὐαγγελισμόν, ὅπου τοὺς παρεσχέθησαν αἱ πρῶται βοήθειαι.: [628, 460, 754, 591]
article-text: ΑΘΗΝΑΙ, 18.— Ὁ ὑπουργὸς τῆς Βορείου Ἑλλάδος θὰ μεταβῇ αὔριον εἰς Θεσσαλονίκην. — Ὁ ὑπουργὸς τῆς Παιδείας ὑπέγραψεν ἀπόφασιν διὰ τὴν ἵδρυσιν νέων σχολείων. — Συνῆλθεν ὑπὸ τὴν προεδρίαν τοῦ πρωθυπουργοῦ τὸ ὑπουργικὸν συμβούλιον. — Ἐξετάσθησαν διάφορα τρέχοντα ζητήματα.: [760, 2111, 886, 2232]
article-body: ΑΘΗΝΑΙ, 18.— Τὸ ταμεῖον συντάξεως νομικῶν ἀπεφάσισε τὴν χορήγησιν ἡμισείας συντάξεως ἐπὶ πλέον εἰς τοὺς συνταξιούχους αὐτοῦ κατὰ τὰς ἑορτὰς τῶν Χριστουγέννων.: [218, 907, 419, 948]
article-body: ΑΘΗΝΑΙ, 18.— Τὸ ταμεῖον συντάξεως νομικῶν ἀπεφάσισε τὴν χορήγησιν ἡμισείας συντάξεως ἐπὶ πλέον εἰς τοὺς συνταξιούχους αὐτοῦ κατὰ τὰς ἑορτὰς τῶν Χριστουγέννων.: [12, 905, 212, 946]
coin-name: Ρεντὰ: [439, 601, 467, 612]
headline-gsee: Ο ΓΡΑΜΜΑΤΕΥΣ ΤΗΣ ΓΣΕΕ ΣΥΓΧΑΙΡΕΙ ΤΟΝ κ. ΣΟΦ. ΒΕΝΙΖΕΛΟΝ: [444, 11, 603, 55]
article-text: ΑΘΗΝΑΙ, 18.— Εἰς τὸ δελτίον τοῦ Ὀργανισμοῦ Οἰκονομικῆς Συνεργασίας καὶ Ἀναπτύξεως δημοσιεύονται τὰ ποσὰ τῆς βοηθείας πρὸς τὴν Τουρκίαν. Αἱ χῶραι-μέλη τῆς κοινοπραξίας θὰ διαθέσουν: Ἡνωμέναι Πολιτεῖαι 100.000.000, Γερμανία 75.000.000, Ἀγγλία 10.000.000, Γαλλία 27.000.000, Ἰταλία 12.000.000, Καναδᾶς 7.500.000, Σουηδία 5.000.000, Ὀλλανδία 4.000.000, Βέλγιον 5.000.000 δολλάρια. Ὁ ἀριθμὸς τῆς συνολικῆς βοηθείας ἀνέρχεται εἰς 450.000.000 δολλάρια, ἐνῷ ἡ Ἑλλὰς λαμβάνει μόνον ὑποσχέσεις.: [1135, 1214, 1357, 1336]
article-body: ΑΘΗΝΑΙ, 18.— Τὸ συμβούλιον τοῦ Ναυτικοῦ Ἀπομαχικοῦ Ταμείου ἀπεφάσισε τὴν ἀναπροσαρμογὴν τῶν συντάξεων τῶν ναυτικῶν.: [425, 976, 622, 1017]
headline-french-strikes: Η ΓΑΛΛΙΚΗ ΒΟΥΛΗ ΕΝΕΚΡΙΝΕ ΤΟ ΝΟΜΟΣΧΕΔΙΟΝ ΤΟ ΡΥΘΜΙΖΟΝ ΤΑ ΠΕΡΙ ΤΩΝ ΑΠΕΡΓΙΩΝ ΤΩΝ ΕΡΓΑΤΩΝ ΟΡΓΑΝΙΣΜΩΝ ΚΟΙΝΗΣ ΩΦΕΛΕΙΑΣ: [1174, 572, 1545, 626]
article-body: ΑΘΗΝΑΙ, 18.— Ἐγνώσθη ὅτι ὁ γενικὸς διευθυντὴς τοῦ ὑπουργείου Παιδείας πρόκειται νὰ ἀντικατασταθῇ ἐντὸς τῶν προσεχῶν ἡμερῶν, κατόπιν ἀποφάσεως τοῦ ὑπουργικοῦ συμβουλίου.: [425, 243, 622, 294]
article-body: ΒΙΕΝΤΙΑΝΗ, 18 (Ἀσσ. Πρές).— Ἀμερικανικὸν ἀεροσκάφος μεταφορῶν συνετρίβη εἰς τὸ Βόρειον Λάος. Τὸ ἀεροσκάφος μετέφερε τρόφιμα διὰ τοὺς πρόσφυγας τῆς περιοχῆς.: [1363, 107, 1584, 148]
column-divider: [625, 10, 626, 2303]
article-body: [1135, 990, 1584, 1111]
article-body: ΑΘΗΝΑΙ, 18.— Ἀπὸ τῆς αὔριον ἐπαναλαμβάνονται τὰ δρομολόγια τῶν πετρελαιοκινήτων ἁμαξοστοιχιῶν, τὰ ὁποῖα εἶχον διακοπῇ λόγῳ τῶν ἐργασιῶν ἐπισκευῆς τῆς γραμμῆς.: [425, 701, 622, 752]
subheadline-monetary-control: ΠΕΡΙΟΡΙΖΕΤΑΙ Ο ΕΛΕΓΧΟΣ ΤΗΣ ΝΟΜΙΣΜΑΤΙΚΗΣ: [663, 1248, 851, 1278]
article-body: ΒΑΓΔΑΤΗ, 18 (Ἀσσ. Πρές).— Ὁ ὑπουργὸς τῶν Ἐξωτερικῶν τοῦ Ἰράκ ἀνεκοίνωσεν ὅτι οἱ ἐν τῷ ἐξωτερικῷ Ἰρακινοὶ θὰ ἐπανέλθουν εἰς τὴν χώραν ἐντὸς τῶν προσεχῶν ἑβδομάδων.: [892, 1034, 1129, 1075]
gold-price-row: [439, 590, 608, 601]
article-body: ΑΘΗΝΑΙ, 18.— Δι' ἀποφάσεως τοῦ ὑπουργοῦ Παιδείας μετετέθησαν οἱ κάτωθι καθηγηταὶ τῆς σωματικῆς ἀγωγῆς εἰς γυμνάσια τῆς ἐπαρχίας.: [12, 441, 212, 483]
article-text: ΠΑΡΙΣΙΟΙ, 18 (Ἀσσ. Πρές).— Ἡ Ἐθνοσυνέλευσις διὰ ψήφων 257 ἔναντι 205 ἐνέκρινε τὸ νομοσχέδιον τὸ ὁποῖον ρυθμίζει τὰ περὶ τῶν ἀπεργιῶν τῶν ἐργατῶν τῶν ὀργανισμῶν κοινῆς ὠφελείας. Κατὰ τὸ νομοσχέδιον, αἱ ἀπεργίαι πρέπει νὰ ἀναγγέλλωνται πέντε ἡμέρας πρὸ τῆς ἐνάρξεως των.: [1135, 627, 1584, 729]
article-body: ΑΘΗΝΑΙ, 18.— Ὁ ὑπουργὸς Παιδείας ὑπέγραψε διάταγμα διὰ τοῦ ὁποίου συνιστῶνται νέαι θέσεις ἐπιμελητῶν καὶ παρασκευαστῶν εἰς τὰ Πανεπιστήμια Ἀθηνῶν καὶ Θεσσαλονίκης.: [425, 398, 622, 449]
article-text: ΟΥΑΣΙΓΚΤΩΝ, 18 (Ἀσσ. Πρές).— Ὁ πρόεδρος Κέννεντυ ἀνεκοίνωσεν ὅτι τὸ ἔλλειμμα τοῦ ἰσοζυγίου πληρωμῶν καὶ τοῦ κρατικοῦ προϋπολογισμοῦ διὰ τὸ τρέχον ἔτος εἶναι κατώτερον ἐκείνου τοῦ προηγουμένου ἔτους. Ἐτόνισεν ὅτι ἡ οἰκονομία τῆς χώρας ἀναπτύσσεται μὲ ἱκανοποιητικὸν ρυθμόν.: [1135, 809, 1357, 881]
article-body: ΕΔΕΣΣΑ, 18.— Ἐξερράγη ἐπίσημος ἑορτὴ εἰς τὸ 2ον Γυμνάσιον ἀρρένων ἐπὶ τῇ ἐπετείῳ. Παρέστησαν ὁ νομάρχης, ὁ μητροπολίτης καὶ ἄλλοι ἐπίσημοι. — Συνῆλθε τὸ νομαρχιακὸν συμβούλιον διὰ τὴν ἐξέτασιν ζητημάτων ἀρμοδιότητος του.: [12, 1441, 212, 1502]
article-body: ΑΘΗΝΑΙ, 18.— Ἡ χρυσῆ λίρα ἐκλείσεν σήμερον εἰς 293,60 δραχμάς.: [425, 629, 622, 650]
headline-air-crash: ΤΕΣΣΑΡΕΣ ΝΕΚΡΟΙ ΕΞ ΑΕΡΟΠΟΡΙΚΟΥ ΔΥΣΤΥΧΗΜΑΤΟΣ: [912, 1080, 1109, 1110]
article-body: [1135, 627, 1584, 728]
column-divider: [1132, 10, 1133, 2303]
article-body: ΠΑΤΡΑΙ, 18.— Παρὰ τὸ 10ον χιλιόμετρον τῆς ὁδοῦ Πατρῶν–Πύργου ἐφονεύθη ζεῦγος ἐπιβαῖνον δικύκλου, τὸ ὁποῖον συνεκρούσθη μετὰ φορτηγοῦ αὐτοκινήτου.: [628, 741, 754, 802]
article-text: ΑΘΗΝΑΙ, 18.— Ὁ ὑπουργὸς τῆς Βορείου Ἑλλάδος θὰ μεταβῇ αὔριον εἰς Θεσσαλονίκην. — Ὁ ὑπουργὸς τῆς Παιδείας ὑπέγραψεν ἀπόφασιν διὰ τὴν ἵδρυσιν νέων σχολείων. — Συνῆλθεν ὑπὸ τὴν προεδρίαν τοῦ πρωθυπουργοῦ τὸ ὑπουργικὸν συμβούλιον. — Ἐξετάσθησαν διάφορα τρέχοντα ζητήματα.: [628, 2050, 754, 2171]
article-body: ΒΙΕΝΤΙΑΝΗ, 18 (Ρώϋτερ).— Λυσσώδης μάχη συνήφθη εἰς τὴν Κοιλάδα τῶν Ἀμφορέων μεταξὺ τῶν δυνάμεων τοῦ Πάθετ Λάο καὶ τῶν οὐδετεροφίλων δυνάμεων τοῦ στρατηγοῦ Κὸνγκ Λέ. Κατὰ τὰς πληροφορίας, οἱ κομμουνισταὶ ἐπετέθησαν μὲ ὅλμους καὶ πυροβόλα κατὰ τῶν θέσεων τῶν οὐδετεροφίλων. Ὁ ἀριθμὸς τῶν ἀπωλειῶν δὲν εἶναι γνωστός.: [1135, 173, 1357, 254]
headline-student-club: ΑΥΞΑΝΕΤΑΙ Η ΕΝΙΣΧΥΣΙΣ ΤΗΣ ΦΟΙΤΗΤΙΚΗΣ ΛΕΣΧΗΣ ΚΑΤΑ 600.000 ΔΡΑΧΜ.: [33, 307, 192, 351]
headline-tanganyika: ΕΦΟΡΤΟΣΘΗΣΑΝ ΤΑ ΟΠΛΑ ΔΙΑ ΤΗΝ ΤΑΓΚΑΝΙΚΑΝ: [917, 1249, 1104, 1279]
kicker-efoneuthi: ΕΦΟΝΕΥΘΗ ΖΕΥΓΟΣ: [630, 727, 752, 741]
article-body: ΛΟΝΔΙΝΟΝ, 18 (Ἡνωμ. Τύπος).— Ὁ ὑπουργὸς τῶν Ἐξωτερικῶν τῆς Βρετανίας λόρδος Χιοὺμ θὰ ὑποβληθῇ εἰς ἐγχείρησιν τὴν προσεχῆ ἑβδομάδα.: [892, 1336, 1129, 1366]
article-body: ΑΘΗΝΑΙ, 18.— Ὁ ὑπουργὸς Παιδείας ὑπέγραψε διάταγμα διὰ τοῦ ὁποίου συνιστῶνται νέαι θέσεις ἐπιμελητῶν καὶ παρασκευαστῶν εἰς τὰ Πανεπιστήμια Ἀθηνῶν καὶ Θεσσαλονίκης.: [425, 345, 622, 397]
article-body: [628, 1883, 886, 2004]
article-body: ΘΕΣΣΑΛΟΝΙΚΗ, 18.— Εἰς τὴν ἀγορὰν τῆς πόλεώς μας ἡ χρυσῆ λίρα ἐσημείωσεν σήμερον τὰς ἀκολούθους τιμάς:: [425, 515, 622, 546]
headline-peace-caravan: ΑΥΣΤΡΑΛΟΙ ΕΙΣ ΤΟ «ΚΑΡΑΒΑΝΙ ΤΗΣ ΕΙΡΗΝΗΣ»: [40, 535, 391, 555]
gold-price-row: [439, 547, 608, 558]
article-body: ΛΟΝΔΙΝΟΝ, 18 (Ρώϋτερ).— Εἰς ἀντιφασίσται ἐπέδραμον εἰς τὰ γραφεῖα φασιστικῆς ὀργανώσεως εἰς τὸ Λονδῖνον καὶ προεκάλεσαν ζημίας.: [425, 1288, 622, 1329]
headline-hume: Ο κ. ΧΙΟΥΜ ΘΑ ΕΓΧΕΙΡΗΘΗ: [927, 1318, 1094, 1334]
headline-antifascists: ΕΙΣ ΑΝΤΙΦΑΣΙΣΤΑΙ ΕΠΕΔΡΑΜΟΝ ΕΙΣ ΓΡΑΦΕΙΑ ΦΑΣΙΣΤΙΚΗΣ ΟΡΓΑΝΩΣΕΩΣ: [443, 1200, 604, 1244]
article-body: ΧΑΛΕΠΙΟΝ, 18 (Ἀσσ. Πρές).— Μεγάλη πυρκαγιὰ ἐξερράγη εἰς τὰ δάση τῆς βορείου Συρίας καὶ κατέστρεψε μεγάλας ἐκτάσεις. Αἱ ἀρχαὶ ἐκινητοποίησαν στρατιωτικὰ τμήματα διὰ τὴν κατάσβεσιν.: [892, 602, 1129, 653]
article-body: ΒΙΕΝΤΙΑΝΗ, 18 (Ἀσσ. Πρές).— Ἀμερικανικὸν ἀεροσκάφος μεταφορῶν συνετρίβη εἰς τὸ Βόρειον Λάος. Τὸ ἀεροσκάφος μετέφερε τρόφιμα διὰ τοὺς πρόσφυγας τῆς περιοχῆς.: [1363, 149, 1584, 190]
article-body: ΔΡΑΜΑ, 18.— Συνεχίζεται τὸ πρόγραμμα κατασκευῆς ἔργων ὑποδομῆς εἰς τὴν περιφέρειαν τοῦ νομοῦ.: [12, 1519, 212, 1550]
coin-price: 260,00—262,00: [538, 580, 608, 590]
headline-heart-valves: ΚΑΡΔΑΚΑΙ ΒΑΛΒΙΔΕΣ ΘΑ ΑΦΑΙΡΟΥΝΤΑΙ ΑΠΟ ΘΥΜΑΤΑ ΤΡΟΧΑΙΩΝ ΑΤΥΧΗΜΑΤΩΝ: [924, 113, 1097, 157]
article-text: ΛΟΝΔΙΝΟΝ, 18 (Ρώϋτερ).— Ἔληξεν ἡ διάσκεψις τῆς Εὐρωπαϊκῆς Ἐπιτροπῆς διὰ τὴν χρησιμοποίησιν τεχνητῶν δορυφόρων εἰς τὸ σύστημα τῶν παγκοσμίων τηλεπικοινωνιῶν. Εἰς τὴν διάσκεψιν μετέσχον ἀντιπρόσωποι τῆς Αὐστρίας, Βελγίου, Δανίας, Γαλλίας, Γερμανίας, Ἰρλανδίας, Ἰταλίας, Λουξεμβούργου, Ὀλλανδίας, Νορβηγίας, Ἱσπανίας, Σουηδίας καὶ Ἑλβετίας.: [1135, 990, 1584, 1112]
article-body: ΤΟΚΙΟ, 18 (Ἡνωμ. Τύπος).— Τὸ πρακτορεῖον τῆς Λαϊκῆς Κίνας κατηγορεῖ τοὺς Ἄγγλους ὅτι καταπιέζουν τὸν λαὸν τοῦ Ὀμάν καὶ ὅτι διεξάγουν ἐπιχειρήσεις κατὰ τῶν ἐπαναστατῶν τῆς περιοχῆς.: [892, 799, 1129, 841]
article-body: ΑΔΕΝΔΡΟΝ, 18.— Ἡ κοινότης συνεκρότησε ἐπιτροπὴν διὰ τὴν ἀνέγερσιν νέου σχολικοῦ κτιρίου. Αἱ ἐργασίαι θὰ ἀρχίσουν προσεχῶς, ἡ δὲ δαπάνη θὰ καλυφθῇ ἀπὸ πιστώσεις τοῦ κράτους καὶ προσωπικὴν ἐργασίαν τῶν κατοίκων. — Εἰς τὸ κοινοτικὸν γραφεῖον ἐπραγματοποιήθη σύσκεψις τῶν παραγωγῶν.: [218, 1477, 419, 1549]
headline-chicago-hiroshima: ΜΕΓΑΛΗ ΑΝΤΙΠΡΟΣΩΠΕΙΑ ΑΠΟ ΤΟ ΣΙΚΑΓΟΝ ΘΑ ΜΕΤΑΣΧΗ ΤΗΣ «ΗΜΕΡΑΣ ΤΗΣ ΧΙΡΟΣΙΜΑΣ»: [41, 492, 390, 529]
headline-teacher-transfers: ΜΕΤΑΘΕΣΕΙΣ ΚΑΘΗΓΗΤΩΝ ΤΗΣ ΣΩΜΑΤΙΚΗΣ ΑΓΩΓΗΣ: [32, 409, 193, 439]
headline-provinces-news: ΜΙΚΡΑΙ ΕΙΔΗΣΕΙΣ ΑΠΟ ΤΑΣ ΕΠΑΡΧΙΑΣ ΒΟΡ. ΕΛΛΑΔΟΣ: [53, 1165, 378, 1202]
headline-lawyers-pension: ΗΜΙΣΕΙΑΝ ΣΥΝΤΑΞΙΝ ΘΑ ΛΑΒΟΥΝ ΕΠΙ ΠΛΕΟΝ ΟΙ ΣΥΝΤΑΞΙΟΥΧΟΙ ΤΟΥ ΤΑΜΕΙΟΥ ΝΟΜΙΚΩΝ: [38, 844, 187, 903]
article-body: ΣΑΙΓΚΟΝ, 18 (Ἀσσ. Πρές).— Χειροβομβὶς ἐρρίφθη κατ' ὀχήματος μεταφέροντος ἀμερικανοὺς στρατιώτας, χωρὶς νὰ προκαλέσῃ θύματα.: [760, 1697, 886, 1748]
article-body: ΑΘΗΝΑΙ, 18.— Ὑπὸ τοῦ γενικοῦ γραμματέως τῆς Γ.Σ.Ε.Ε. κ. Μακρῆ ἐστάλη συγχαρητήριον τηλεγράφημα πρὸς τὸν κ. Σοφ. Βενιζέλον ἐπὶ τῇ ἀναλήψει τῶν καθηκόντων του.: [425, 57, 622, 98]
article-body: ΑΘΗΝΑΙ, 18.— Δι' ἀποφάσεως τοῦ ὑπουργοῦ Παιδείας ἡ ἐπιχορήγησις τῆς Φοιτητικῆς Λέσχης αὐξάνεται κατὰ 600.000 δραχμάς, διὰ τὴν κάλυψιν τῶν ἀναγκῶν σιτίσεως τῶν ἀπόρων φοιτητῶν.: [12, 353, 212, 404]
kicker-drama: ΑΠΟ ΤΗΝ ΔΡΑΜΑΝ: [12, 1505, 127, 1519]
kicker-grenade: ΧΕΙΡΟΒΟΜΒΙΣ ΚΑΤ' ΟΧΗΜΑΤΟΣ: [764, 1670, 882, 1697]
column-divider: [421, 10, 422, 2303]
article-body: [1135, 809, 1584, 910]
kicker-dead: ΤΡΕΙΣ ΑΜΕΡΙΚΑΝΟΙ ΝΕΚΡΟΙ: [1390, 192, 1557, 205]
article-body: ΡΟΔΟΣ, 18.— Ἐκρήξεως σημειωθείσης εἰς βάραθρον τῆς νήσου, ἐτραυματίσθησαν δύο ἐργάται. Αἱ ἀρχαὶ διεξάγουν ἀνακρίσεις.: [760, 621, 886, 672]
headline-papandreou: Ο κ. ΠΑΠΑΝΔΡΕΟΥ ΕΖΗΤΗΣΕ ΤΗΝ ΚΑΤΑΘΕΣΙΝ ΝΟΜΟΣΧΕΔΙΩΝ ΔΙΑ ΤΟΥΣ ΣΥΝΤΑΞΙΟΥΧΟΥΣ: [24, 151, 200, 208]
article-body: ΛΟΝΔΙΝΟΝ, 18 (Ἡνωμ. Τύπος).— Ὁ ὑπουργὸς τῶν Ἐξωτερικῶν τῆς Βρετανίας λόρδος Χιοὺμ θὰ ὑποβληθῇ εἰς ἐγχείρησιν τὴν προσεχῆ ἑβδομάδα.: [892, 1367, 1129, 1398]
article-text: ΑΘΗΝΑΙ, 18.— Ὁ ὑπουργὸς τοῦ Συντονισμοῦ ἀνέπτυξεν εἰς εἰδικὴν συνάντησιν πρὸς τοὺς ἐμπορικοὺς συμβούλους τῶν πρεσβειῶν τὰς ἐπιδιώξεις τῆς οἰκονομικῆς πολιτικῆς τῆς Κυβερνήσεως. Ἐτόνισεν ὅτι ἡ Ἑλλὰς ἐπιδιώκει τὴν ταχεῖαν ἐκβιομηχάνισιν, τὴν αὔξησιν τῶν ἐξαγωγῶν καὶ τὴν προσέλκυσιν ξένων κεφαλαίων. Ἀνεφέρθη ἐπίσης εἰς τὴν σύνδεσιν τῆς χώρας μας μὲ τὴν Εὐρωπαϊκὴν Οἰκονομικὴν Κοινότητα καὶ εἰς τὰς προοπτικὰς τὰς ὁποίας αὕτη δημιουργεῖ διὰ τὴν ἀνάπτυξιν τῆς ἑλληνικῆς οἰκονομίας.: [628, 141, 754, 343]
column-5: [1135, 10, 1584, 2303]
article-body: ΑΘΗΝΑΙ, 18.— Ὑπὸ τοῦ ὑπουργοῦ Παιδείας ἐνεκρίθη ἡ προαγωγὴ 40 διδασκάλων εἰς τὸν βαθμὸν τοῦ τμηματάρχου Α' καὶ 90 εἰς τὸν βαθμὸν τοῦ τμηματάρχου Β'.: [12, 733, 212, 775]
headline-seamen-pensions: ΑΝΑΠΡΟΣΑΡΜΟΖΟΝΤΑΙ ΑΙ ΣΥΝΤΑΞΕΙΣ ΤΩΝ ΝΑΥΤΙΚΩΝ: [441, 945, 606, 974]
headline-scotland-yard: Η ΣΚΩΤΛΑΝΤ ΓΥΑΡΝΤ ΥΠΟ ΤΑ ΙΧΝΗ ΤΩΝ ΚΛΕΠΤΩΝ ΟΙ ΟΠΟΙΟΙ ΑΦΗΡΕΣΑΝ ΑΠΟ ΤΡΑΠΕΖΑΝ ΡΑΒΔΟΥΣ ΧΡΥΣΟΥ ΑΞΙΑΣ 200.000 ΣΤΕΡΛΙΝΩΝ: [1166, 1392, 1553, 1447]
article-body: ΖΙΑΝΓΙΥ, 18 (Ἡνωμ. Τύπος).— Ὁ ὑπουργὸς τῆς Ἀμύνης ἀνεκοίνωσεν ὅτι τὰ ὅπλα διὰ τὴν Ταγκανίκαν ἐφορτώθησαν.: [892, 1281, 1129, 1313]
article-body: [628, 906, 886, 1167]
headline-promotions: ΠΡΟΑΓΟΝΤΑΙ 40 ΔΙΔΑΣΚΑΛΟΙ ΕΙΣ ΤΜΗΜΑΤΑΡΧΑΣ Α' ΚΑΙ 90 ΕΙΣ ΤΜΗΜΑΤΑΡΧΑΣ Β': [34, 673, 191, 731]
article-body: ΑΔΕΝΔΡΟΝ, 18.— Ἡ κοινότης συνεκρότησε ἐπιτροπὴν διὰ τὴν ἀνέγερσιν νέου σχολικοῦ κτιρίου. Αἱ ἐργασίαι θὰ ἀρχίσουν προσεχῶς, ἡ δὲ δαπάνη θὰ καλυφθῇ ἀπὸ πιστώσεις τοῦ κράτους καὶ προσωπικὴν ἐργασίαν τῶν κατοίκων. — Εἰς τὸ κοινοτικὸν γραφεῖον ἐπραγματοποιήθη σύσκεψις τῶν παραγωγῶν.: [12, 1292, 212, 1362]
subheadline-couple-killed: ΕΦΟΝΕΥΘΗ ΖΕΥΓΟΣ ΕΠΙΒΑΙΝΟΝ ΔΙΚΥΚΛΟΥ: [659, 423, 855, 453]
headline-ika-doctors: ΣΥΣΚΕΨΙΣ ΠΡΟΣ ΡΥΘΜΙΣΙΝ ΤΩΝ ΘΕΜΑΤΩΝ ΤΩΝ ΙΑΤΡΩΝ ΤΟΥ Ι.Κ.Α. ΚΑΙ ΟΡΓΑΝΙΣΜΩΝ: [648, 811, 866, 866]
article-body: Ὑπὸ τοῦ Ἀγίου Σώστη, ἐπὶ τῆς λεωφόρου Συγγροῦ συνεκρούσθησαν δύο λεωφορεῖα τῆς γραμμῆς, μὲ ἀποτέλεσμα νὰ τραυματισθοῦν εἴκοσιν ἓξ ἐπιβάται, ἐκ τῶν ὁποίων οἱ τρεῖς σοβαρῶς. Οἱ τραυματίαι μετεφέρθησαν εἰς τὸν Ἐρυθρὸν Σταυρὸν καὶ εἰς τὸν Εὐαγγελισμόν, ὅπου τοὺς παρεσχέθησαν αἱ πρῶται βοήθειαι.: [760, 460, 886, 591]
article-text: ΑΘΗΝΑΙ, 18.— Ἐγνώσθη ὅτι ἡ Νομισματικὴ Ἐπιτροπὴ ἀπεφάσισε τὸν περιορισμὸν τοῦ ἐλέγχου τῆς ἐπὶ τῶν χορηγήσεων τῶν τραπεζῶν. Αἱ τράπεζαι θὰ χρηματοδοτοῦν ὑπὸ ἰδίαν αὐτῶν εὐθύνην τὴν οἰκονομίαν, ἐντὸς τῶν γενικῶν κατευθύνσεων τῆς πιστωτικῆς πολιτικῆς. Τὸ μέτρον ἀποσκοπεῖ εἰς τὴν ταχυτέραν ἐξυπηρέτησιν τῶν ἐπιχειρήσεων.: [694, 1280, 886, 1421]
article-body: ΛΟΝΔΙΝΟΝ, 18 (Ρώϋτερ).— Τὸ πρακτορεῖον Νέα Κίνα μεταδίδει δήλωσιν τοῦ ὑπουργείου Ἐξωτερικῶν τῆς Λαϊκῆς Κίνας, διὰ τῆς ὁποίας κατηγοροῦνται αἱ Ἡνωμέναι Πολιτεῖαι διὰ «κραυγάζοντα ἐγκλήματα» εἰς τὸ Νότιον Βιετνάμ. Ἡ δήλωσις ζητεῖ τὴν ἀποχώρησιν τῶν ἀμερικανικῶν στρατευμάτων. ΛΟΡΕΝΣ ΜΑΛΚΙΝ: [628, 1669, 754, 1800]
headline-laos-battle: ΛΥΣΣΩΔΗΣ ΜΑΧΗ ΣΥΝΗΦΘΗ ΕΙΣ ΚΟΙΛΑΔΑ ΤΩΝ ΑΜΦΟΡΕΩΝ ΜΕΤΑΞΥ ΔΥΝΑΜΕΩΣ ΤΟΥ ΠΑΘΕΤ ΛΑΟ ΚΑΙ ΟΥΔΕΤΕΡΟΦΙΛΩΝ ΑΜΕΡΙΚΑΝΙΚΟΝ ΑΕΡΟΣΚΑΦΟΣ ΣΥΝΕΤΡΙΒΗ ΕΙΣ Β. ΛΑΟΣ: [1170, 11, 1549, 82]
article-body: Ὑπὸ τοῦ Ἀγίου Σώστη, ἐπὶ τῆς λεωφόρου Συγγροῦ συνεκρούσθησαν δύο λεωφορεῖα τῆς γραμμῆς, μὲ ἀποτέλεσμα νὰ τραυματισθοῦν εἴκοσιν ἓξ ἐπιβάται, ἐκ τῶν ὁποίων οἱ τρεῖς σοβαρῶς. Οἱ τραυματίαι μετεφέρθησαν εἰς τὸν Ἐρυθρὸν Σταυρὸν καὶ εἰς τὸν Εὐαγγελισμόν, ὅπου τοὺς παρεσχέθησαν αἱ πρῶται βοήθειαι.: [628, 593, 754, 725]
article-text: ΛΟΝΔΙΝΟΝ, 18 (Ρώϋτερ).— Ἔληξεν ἡ διάσκεψις τῆς Εὐρωπαϊκῆς Ἐπιτροπῆς διὰ τὴν χρησιμοποίησιν τεχνητῶν δορυφόρων εἰς τὸ σύστημα τῶν παγκοσμίων τηλεπικοινωνιῶν. Εἰς τὴν διάσκεψιν μετέσχον ἀντιπρόσωποι τῆς Αὐστρίας, Βελγίου, Δανίας, Γαλλίας, Γερμανίας, Ἰρλανδίας, Ἰταλίας, Λουξεμβούργου, Ὀλλανδίας, Νορβηγίας, Ἱσπανίας, Σουηδίας καὶ Ἑλβετίας.: [1135, 990, 1357, 1072]
coin-price: 294,75—295,50: [538, 547, 608, 558]
coin-name: Ναπολεόν: [439, 580, 483, 590]
headline-moscow-friendship: ΟΥΓΓΡΟΣΟΒΙΕΤΙΚΗ ΗΜΕΡΑ ΦΙΛΙΑΣ ΕΙΣ ΤΗΝ ΜΟΣΧΑΝ: [929, 846, 1092, 876]
article-body: ΒΙΕΝΤΙΑΝΗ, 18 (Ρώϋτερ).— Λυσσώδης μάχη συνήφθη εἰς τὴν Κοιλάδα τῶν Ἀμφορέων μεταξὺ τῶν δυνάμεων τοῦ Πάθετ Λάο καὶ τῶν οὐδετεροφίλων δυνάμεων τοῦ στρατηγοῦ Κὸνγκ Λέ. Κατὰ τὰς πληροφορίας, οἱ κομμουνισταὶ ἐπετέθησαν μὲ ὅλμους καὶ πυροβόλα κατὰ τῶν θέσεων τῶν οὐδετεροφίλων. Ὁ ἀριθμὸς τῶν ἀπωλειῶν δὲν εἶναι γνωστός.: [1135, 91, 1357, 172]
article-body: ΑΘΗΝΑΙ, 18.— Ἡ ἀντιπροσωπεία τῶν συνταξιούχων ἐγένετο δεκτὴ ὑπὸ τοῦ κ. Γ. Παπανδρέου εἰς τὸ γραφεῖον του, ὅπου ἐξέθεσε τὰ αἰτήματα τοῦ κλάδου. Ὁ ἀρχηγὸς τῆς Ἑνώσεως Κέντρου ὑπεσχέθη ὅτι θὰ ζητήσῃ ἀπὸ τὴν Κυβέρνησιν νὰ καταθέσῃ ἀμέσως εἰς τὴν Βουλὴν τὰ σχετικὰ νομοσχέδια διὰ τὴν βελτίωσιν τῶν συντάξεων, τὰ ὁποῖα ἔχουν ἐξαγγελθῆ ἀπὸ μακροῦ χρόνου.: [12, 210, 212, 302]
headline-iraq-abroad: ΟΙ ΠΟΙΟΙ ΤΟΥ ΙΡΑΚ ΜΕΤΕΓΚΑΤΑΣΤΑΘΗΣΑΝ ΕΙΣ ΤΟ ΕΞΩΤΕΡΙΚΟΝ: [918, 946, 1103, 990]
coin-price: 285,50—286,00: [538, 558, 608, 569]
article-body: ΟΞΦΟΡΔΗ, 18 (Ρώϋτερ).— Ἀνακοινώθη ὅτι ἰατροὶ τοῦ Πανεπιστημίου θὰ ἀφαιροῦν καρδιακὰς βαλβίδας ἀπὸ θύματα τροχαίων ἀτυχημάτων, αἱ ὁποῖαι θὰ χρησιμοποιοῦνται εἰς χειρουργικὰς ἐπεμβάσεις. Ἡ μέθοδος ἐφηρμόσθη ἤδη ἐπιτυχῶς.: [892, 211, 1129, 262]
article-body: ΒΑΓΔΑΤΗ, 18 (Ἀσσ. Πρές).— Ὁ ὑπουργὸς τῶν Ἐξωτερικῶν τοῦ Ἰράκ ἀνεκοίνωσεν ὅτι οἱ ἐν τῷ ἐξωτερικῷ Ἰρακινοὶ θὰ ἐπανέλθουν εἰς τὴν χώραν ἐντὸς τῶν προσεχῶν ἑβδομάδων.: [892, 992, 1129, 1033]
article-body: ΑΘΗΝΑΙ, 18.— Πληροφορίαι ἐκ τῶν ἐκκλησιαστικῶν κύκλων ἀναφέρουν ὅτι ὁ ἡγούμενος τῆς Μονῆς Ἁγίας Ἀναστασίας Φαρμακολυτρίας πρόκειται νὰ ἐκλεγῇ μητροπολίτης εἰς κενὴν μητρόπολιν τοῦ κλίματος τοῦ Οἰκουμενικοῦ Πατριαρχείου.: [218, 844, 419, 906]
article-body: ΑΘΗΝΑΙ, 18.— Ὑπὸ τοῦ ὑπουργοῦ Παιδείας ἐξεδόθη ἀπόφασις διὰ τῆς ὁποίας ρυθμίζονται θέματα τῶν ἐκπαιδευτικῶν λειτουργῶν. Οἱ προσλαμβανόμενοι διορίζονται εἰς τὰς θέσεις τῶν ἐλλειπόντων καθηγητῶν κατὰ τὸ τρέχον σχολικὸν ἔτος.: [218, 151, 419, 211]
article-body: ΣΑΙΓΚΟΝ, 18 (Ρώϋτερ).— Τρεῖς ἀμερικανοὶ στρατιωτικοὶ σύμβουλοι ἐφονεύθησαν κατὰ τὴν διάρκειαν ἐπιχειρήσεων κατὰ τῶν ἀνταρτῶν Βιετκόνγκ εἰς τὴν περιοχὴν τοῦ Δέλτα τοῦ Μεκόγκ.: [1363, 205, 1584, 247]
article-body: ΕΔΕΣΣΑ, 18.— Ἐξερράγη ἐπίσημος ἑορτὴ εἰς τὸ 2ον Γυμνάσιον ἀρρένων ἐπὶ τῇ ἐπετείῳ. Παρέστησαν ὁ νομάρχης, ὁ μητροπολίτης καὶ ἄλλοι ἐπίσημοι. — Συνῆλθε τὸ νομαρχιακὸν συμβούλιον διὰ τὴν ἐξέτασιν ζητημάτων ἀρμοδιότητος του.: [12, 1378, 212, 1440]
article-body: ΕΔΕΣΣΑ, 18.— Ἐξερράγη ἐπίσημος ἑορτὴ εἰς τὸ 2ον Γυμνάσιον ἀρρένων ἐπὶ τῇ ἐπετείῳ. Παρέστησαν ὁ νομάρχης, ὁ μητροπολίτης καὶ ἄλλοι ἐπίσημοι. — Συνῆλθε τὸ νομαρχιακὸν συμβούλιον διὰ τὴν ἐξέτασιν ζητημάτων ἀρμοδιότητος του.: [218, 1415, 419, 1476]
headline-monastery: Ο ΗΓΟΥΜΕΝΟΣ ΤΗΣ ΜΟΝΗΣ ΑΓ. ΑΝΑΣΤΑΣΙΑΣ ΘΑ ΤΟΠΟΘΕΤΗΘΗ ΕΙΣ ΚΕΝΗΝ ΜΗΤΡΟΠΟΛΙΝ ΤΟΥ ΚΛΙΜΑΤΟΣ ΤΟΥ ΠΑΤΡΙΑΡΧΙΚΟΥ ΘΡΟΝΟΥ: [44, 784, 387, 838]
gold-price-row: [439, 580, 608, 590]
article-body: [1135, 1214, 1584, 1385]
article-body: ΤΖΑΚΑΡΤΑ, 18 (Ἡνωμ. Τύπος).— Ἡ ἰνδονησιακὴ Κυβέρνησις διετύπωσε νέας κατηγορίας κατὰ τῆς Μαλαισίας.: [1363, 507, 1584, 538]
article-body: ΧΑΛΕΠΙΟΝ, 18 (Ἀσσ. Πρές).— Μεγάλη πυρκαγιὰ ἐξερράγη εἰς τὰ δάση τῆς βορείου Συρίας καὶ κατέστρεψε μεγάλας ἐκτάσεις. Αἱ ἀρχαὶ ἐκινητοποίησαν στρατιωτικὰ τμήματα διὰ τὴν κατάσβεσιν.: [892, 655, 1129, 706]
article-body: ΛΟΝΔΙΝΟΝ, 18 (Ρώϋτερ).— Ὁ κ. Μάκ Μίλλαν ἀρνήθη νὰ δώσῃ εἰς τὴν Βουλὴν τῶν Κοινοτήτων πληροφορίας σχετικῶς μὲ τὴν ἡμερομηνίαν τῶν προσεχῶν ἐκλογῶν. Ἐδήλωσεν ὅτι ἡ ἀπόφασις θὰ ληφθῇ εἰς τὸν κατάλληλον χρόνον. —Τὸς ἀρθὴν νὰ ἀποδέχεται.: [892, 57, 1129, 108]
article-text: ΑΘΗΝΑΙ, 18.— Ὑπὸ τὴν προεδρίαν τοῦ ὑπουργοῦ Κοινωνικῶν Ὑπηρεσιῶν ἐπραγματοποιήθη σύσκεψις μὲ θέμα τὰ ζητήματα τῶν ἰατρῶν τοῦ Ι.Κ.Α. καὶ τῶν ἄλλων ἀσφαλιστικῶν ὀργανισμῶν. Εἰς τὴν σύσκεψιν μετέσχον ἐκπρόσωποι τοῦ Πανελληνίου Ἰατρικοῦ Συλλόγου. Ἀπεφασίσθη ὅπως ἐξετασθῇ ἐκ νέου ἡ ἐξεύρεσις λύσεως τῶν ἐκκρεμῶν ζητημάτων, ἰδιαιτέρως ὡς πρὸς τὰς ἀποδοχὰς καὶ τὸν τρόπον ἀσκήσεως τοῦ ἐπαγγέλματος.: [628, 906, 886, 1168]
article-body: ΑΘΗΝΑΙ, 18.— Ἡ Ἐκτελεστικὴ ἐπιτροπὴ τῆς Α.Δ.Ε.Δ.Υ. ἀπηύθυνεν ἔκκλησιν πρὸς τὰ κόμματα διὰ τὴν ὑποστήριξιν τῶν αἰτημάτων τῶν δημοσίων ὑπαλλήλων.: [425, 1153, 622, 1194]
headline-turkey-aid: ΕΙΣ ΠΟΣΟΝ 450.000.000 ΔΟΛΛΑΡ. ΘΑ ΑΝΕΛΘΗ Η ΠΑΣΗΣ ΜΟΡΦΗΣ ΒΟΗΘΕΙΑ ΤΗΣ ΤΟΥΡΚΙΑΣ ΕΝΩ Η ΕΛΛΑΣ ΛΑΜΒΑΝΕΙ ΜΟΝΟΝ ΥΠΟΣΧΕΣΕΙΣ: [1170, 1119, 1549, 1212]
article-body: ΜΟΣΧΑ, 18 (Ἀσσ. Πρές).— Ἑωρτάσθη εἰς τὴν Μόσχαν ἡ οὐγγροσοβιετικὴ ἡμέρα φιλίας μὲ ἐκδηλώσεις εἰς τὰ ἐργοστάσια καὶ τὰ πολιτιστικὰ κέντρα.: [892, 910, 1129, 941]
article-body: ΜΟΣΧΑ, 18 (Ἀσσ. Πρές).— Ἑωρτάσθη εἰς τὴν Μόσχαν ἡ οὐγγροσοβιετικὴ ἡμέρα φιλίας μὲ ἐκδηλώσεις εἰς τὰ ἐργοστάσια καὶ τὰ πολιτιστικὰ κέντρα.: [892, 878, 1129, 909]
kicker-aircraft: ΣΥΝΕΤΡΙΒΗ ΑΕΡΟΣΚΑΦΟΣ: [1395, 93, 1552, 107]
headline-guiana: Η ΚΥΒΕΡΝΗΣΙΣ ΤΗΣ ΒΡΕΤΑΝΙΚΗΣ ΓΟΥΙΑΝΑΣ ΗΞΙΩΣΕΝ ΑΜΕΣΟΝ ΑΝΕΞΑΡΤΗΣΙΑΝ ΤΗΣ ΧΩΡΑΣ: [651, 1810, 862, 1881]
article-body: [1135, 1449, 1584, 1550]
article-text: ΑΘΗΝΑΙ, 18.— Ὑπὸ τὴν προεδρίαν τοῦ ὑπουργοῦ Κοινωνικῶν Ὑπηρεσιῶν ἐπραγματοποιήθη σύσκεψις μὲ θέμα τὰ ζητήματα τῶν ἰατρῶν τοῦ Ι.Κ.Α. καὶ τῶν ἄλλων ἀσφαλιστικῶν ὀργανισμῶν. Εἰς τὴν σύσκεψιν μετέσχον ἐκπρόσωποι τοῦ Πανελληνίου Ἰατρικοῦ Συλλόγου. Ἀπεφασίσθη ὅπως ἐξετασθῇ ἐκ νέου ἡ ἐξεύρεσις λύσεως τῶν ἐκκρεμῶν ζητημάτων, ἰδιαιτέρως ὡς πρὸς τὰς ἀποδοχὰς καὶ τὸν τρόπον ἀσκήσεως τοῦ ἐπαγγέλματος.: [628, 906, 754, 1087]
headline-new-lecturers: ΝΕΟΙ ΥΦΗΓΗΤΑΙ ΕΙΣ ΤΟ ΠΑΝΕΠΙΣΤΗΜΙΟΝ ΘΕΣΣΑΛΟΝΙΚΗΣ: [453, 810, 595, 854]
article-body: ΒΡΥΞΕΛΛΑΙ, 18 (Ἡνωμ. Τύπος).— Ὁ εἰδικὸς ἀπεσταλμένος τοῦ προέδρου Κέννεντυ ἔφθασεν εἰς Βρυξέλλας διὰ τὰς διαπραγματεύσεις μεταξὺ τῆς Εὐρωπαϊκῆς Οἰκονομικῆς Κοινότητος καὶ τῶν Ἡνωμένων Πολιτειῶν ἐπὶ τῶν δασμῶν.: [892, 327, 1129, 379]
article-text: ΠΑΡΙΣΙΟΙ, 18 (Ἀσσ. Πρές).— Ἡ Ἐθνοσυνέλευσις διὰ ψήφων 257 ἔναντι 205 ἐνέκρινε τὸ νομοσχέδιον τὸ ὁποῖον ρυθμίζει τὰ περὶ τῶν ἀπεργιῶν τῶν ἐργατῶν τῶν ὀργανισμῶν κοινῆς ὠφελείας. Κατὰ τὸ νομοσχέδιον, αἱ ἀπεργίαι πρέπει νὰ ἀναγγέλλωνται πέντε ἡμέρας πρὸ τῆς ἐνάρξεως των.: [1363, 647, 1584, 719]
article-body: ΑΘΗΝΑΙ, 18.— Διὰ Β. Διατάγματος διωρίσθησαν ὑφηγηταὶ εἰς τὴν Ἰατρικὴν καὶ τὴν Φυσικομαθηματικὴν Σχολὴν τοῦ Ἀριστοτελείου Πανεπιστημίου Θεσσαλονίκης.: [425, 899, 622, 940]
headline-syria-fire: ΜΕΓΑΛΗ ΠΥΡΚΑΓΙΑ ΚΑΤΕΤΡΥΧΕ ΣΥΡΙΑΚΑ ΔΑΣΗ: [914, 571, 1107, 600]
subheadline-solution: ΕΚ ΝΕΟΥ ΘΑ ΕΠΙΔΙΩΧΘΗ ΕΞΕΥΡΕΣΙΣ ΛΥΣΕΩΣ: [664, 867, 850, 904]
gold-price-row: [439, 569, 608, 580]
article-body: ΒΡΥΞΕΛΛΑΙ, 18 (Ἀσσ. Πρές).— Τέσσαρα πρόσωπα ἐφονεύθησαν ὅταν μικρὸν ἀεροσκάφος κατέπεσε κατὰ τὴν προσγείωσιν εἰς τὸ ἀεροδρόμιον τῶν Βρυξελλῶν.: [892, 1112, 1129, 1144]
gold-price-row: [439, 601, 608, 612]
article-body: ΤΟΚΙΟ, 18 (Ἡνωμ. Τύπος).— Τὸ πρακτορεῖον τῆς Λαϊκῆς Κίνας κατηγορεῖ τοὺς Ἄγγλους ὅτι καταπιέζουν τὸν λαὸν τοῦ Ὀμάν καὶ ὅτι διεξάγουν ἐπιχειρήσεις κατὰ τῶν ἐπαναστατῶν τῆς περιοχῆς.: [892, 757, 1129, 798]
article-text: ΑΘΗΝΑΙ, 18.— Ὁ ὑπουργὸς τοῦ Συντονισμοῦ ἀνέπτυξεν εἰς εἰδικὴν συνάντησιν πρὸς τοὺς ἐμπορικοὺς συμβούλους τῶν πρεσβειῶν τὰς ἐπιδιώξεις τῆς οἰκονομικῆς πολιτικῆς τῆς Κυβερνήσεως. Ἐτόνισεν ὅτι ἡ Ἑλλὰς ἐπιδιώκει τὴν ταχεῖαν ἐκβιομηχάνισιν, τὴν αὔξησιν τῶν ἐξαγωγῶν καὶ τὴν προσέλκυσιν ξένων κεφαλαίων. Ἀνεφέρθη ἐπίσης εἰς τὴν σύνδεσιν τῆς χώρας μας μὲ τὴν Εὐρωπαϊκὴν Οἰκονομικὴν Κοινότητα καὶ εἰς τὰς προοπτικὰς τὰς ὁποίας αὕτη δημιουργεῖ διὰ τὴν ἀνάπτυξιν τῆς ἑλληνικῆς οἰκονομίας.: [685, 141, 886, 343]
newspaper-page: [12, 10, 1584, 2303]
article-body: ΑΘΗΝΑΙ, 18.— Τὸ συμβούλιον τοῦ Ναυτικοῦ Ἀπομαχικοῦ Ταμείου ἀπεφάσισε τὴν ἀναπροσαρμογὴν τῶν συντάξεων τῶν ναυτικῶν.: [425, 1018, 622, 1060]
article-body: ΑΘΗΝΑΙ, 18.— Δι' ἀποφάσεως τοῦ ὑπουργοῦ Γεωργίας ἐνεκρίθησαν αἱ μελέται κατασκευῆς δασικῶν ὁδῶν εἰς διαφόρους περιοχὰς τῆς Βορείου Ἑλλάδος, συνολικῆς δαπάνης 1.150.000 δραχμῶν.: [12, 982, 212, 1033]
coin-name: Ἀγγλίας: [439, 547, 477, 558]
subheadline-investigations: ΕΝΕΡΓΟΥΝΤΑΙ ΑΝΑΚΡΙΣΕΙΣ ΥΠΟ ΑΚΡΑΝ ΜΥΣΤΙΚΟΤΗΤΑ: [66, 105, 365, 142]
article-text: ΛΟΝΔΙΝΟΝ, 18 (Ἀσσ. Πρές).— Ἡ Σκῶτλαντ Γυάρντ εὑρίσκεται ἐπὶ τὰ ἴχνη τῶν κλεπτῶν οἱ ὁποῖοι ἀφήρεσαν ἀπὸ τράπεζαν τοῦ Λονδίνου ράβδους χρυσοῦ ἀξίας 200.000 στερλινῶν. Οἱ κλέπται εἰσῆλθον εἰς τὴν τράπεζαν διὰ διατρήσεως τοῦ τοίχου καὶ ἀπεχώρησαν χωρὶς νὰ γίνουν ἀντιληπτοί.: [1135, 1448, 1357, 1520]
coin-name: Γαλλίας: [439, 590, 477, 601]
coin-price: 244,00—246,00: [538, 601, 608, 612]
